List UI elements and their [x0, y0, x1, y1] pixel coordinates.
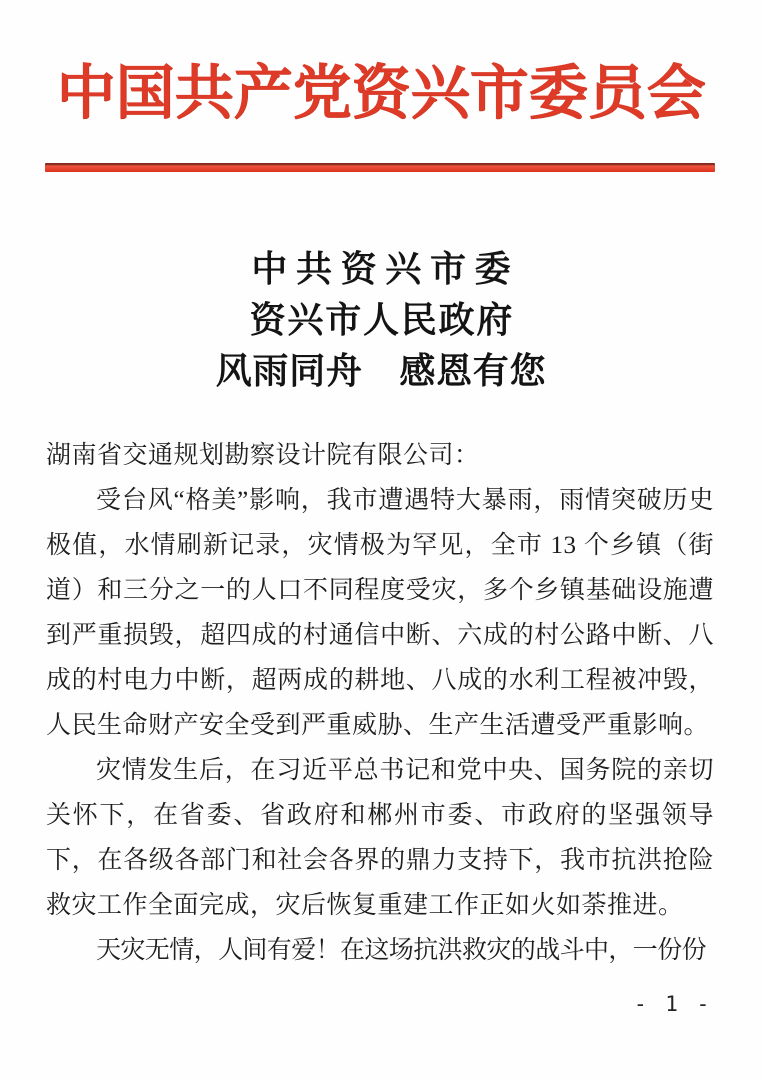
- document-title-block: [0, 244, 762, 397]
- letterhead-divider-rule: [45, 163, 715, 172]
- body-paragraph-disaster-impact: 受台风“格美”影响，我市遭遇特大暴雨，雨情突破历史极值，水情刷新记录，灾情极为罕见，全市 13 个乡镇（街道）和三分之一的人口不同程度受灾，多个乡镇基础设施遭到严重损毁，超四成的村通信中断、六成的村公路中断、八成的村电力中断，超两成的耕地、八成的水利工程被冲毁，人民生命财产安全受到严重威胁、生产生活遭受严重影响。: [46, 487, 714, 739]
- title-line-slogan: 风雨同舟 感恩有您: [215, 351, 547, 391]
- letter-body: [46, 433, 714, 973]
- title-line-party-committee: 中共资兴市委: [251, 249, 520, 289]
- body-paragraph-gratitude-opening: 天灾无情，人间有爱！在这场抗洪救灾的战斗中，一份份: [96, 937, 707, 964]
- title-line-city-government: 资兴市人民政府: [249, 300, 515, 340]
- letterhead-title: 中国共产党资兴市委员会: [56, 60, 706, 126]
- salutation-line: 湖南省交通规划勘察设计院有限公司：: [46, 442, 480, 469]
- body-paragraph-relief-leadership: 灾情发生后，在习近平总书记和党中央、国务院的亲切关怀下，在省委、省政府和郴州市委、市政府的坚强领导下，在各级各部门和社会各界的鼎力支持下，我市抗洪抢险救灾工作全面完成，灾后恢复重建工作正如火如荼推进。: [46, 757, 714, 919]
- page-number: - 1 -: [634, 992, 713, 1016]
